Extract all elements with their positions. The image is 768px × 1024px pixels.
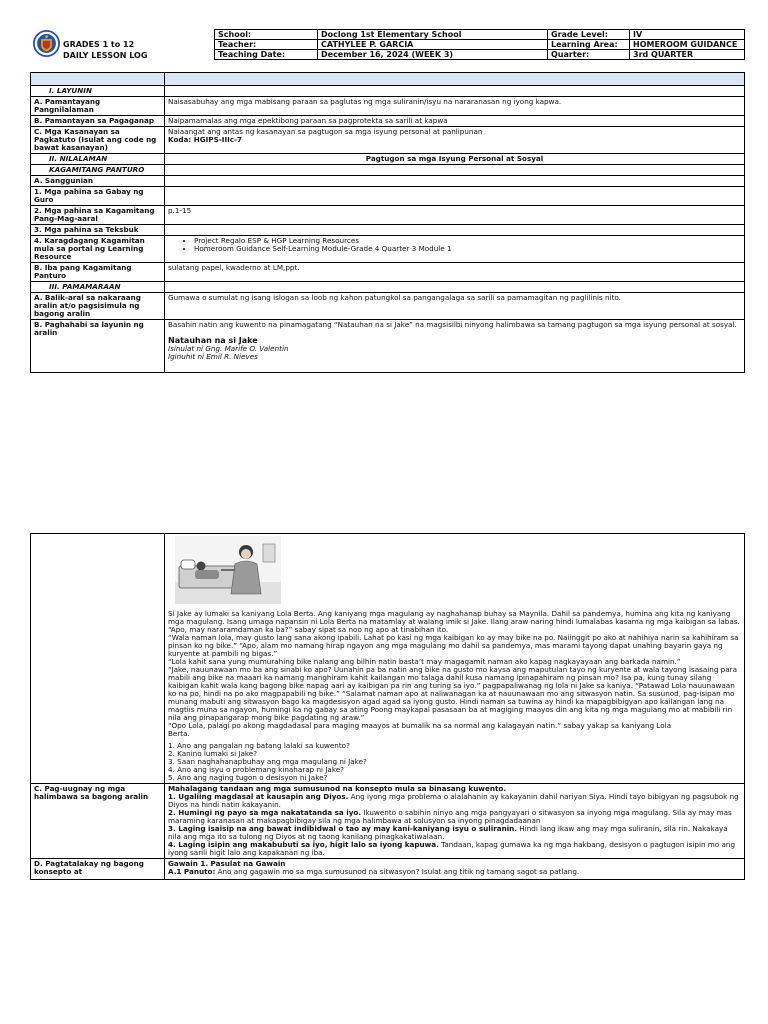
list-item: • Project Regalo ESP & HGP Learning Resources bbox=[194, 237, 741, 245]
story-paragraph: Berta. bbox=[168, 729, 190, 738]
activity-title: Gawain 1. Pasulat na Gawain bbox=[168, 859, 286, 868]
table-row bbox=[31, 282, 745, 293]
concept-text: Ang iyong mga problema o alalahanin ay kakayanin dahil nariyan Siya. Hindi tayo bibigyan ng pagsubok ng Diyos na hindi natin kakayanin. bbox=[168, 792, 739, 809]
row-label: A. Sanggunian bbox=[31, 176, 165, 187]
lesson-table-1 bbox=[30, 72, 745, 373]
layunin-heading: I. LAYUNIN bbox=[31, 86, 165, 97]
table-row bbox=[31, 859, 745, 880]
list-item: 3. Saan naghahanapbuhay ang mga magulang ni Jake? bbox=[168, 757, 367, 766]
table-row bbox=[31, 320, 745, 373]
concept-text: Ikuwento o sabihin ninyo ang mga pangyayari o sitwasyon sa inyong mga magulang. Sila ay may mas maraming karanasan at makapagbibigay sila ng mga halimbawa at solusyon sa inyong pinagdadaanan bbox=[168, 808, 732, 825]
story-paragraphs bbox=[168, 610, 741, 738]
row-label: C. Mga Kasanayan sa Pagkatuto (Isulat ang code ng bawat kasanayan) bbox=[31, 127, 165, 154]
table-row bbox=[31, 154, 745, 165]
instruction-label: A.1 Panuto: bbox=[168, 867, 216, 876]
concept-heading: 4. Laging isipin ang makabubuti sa iyo, higit lalo sa iyong kapuwa. bbox=[168, 840, 439, 849]
row-label: B. Paghahabi sa layunin ng aralin bbox=[31, 320, 165, 373]
resource-list bbox=[168, 237, 741, 253]
row-label: 4. Karagdagang Kagamitan mula sa portal ng Learning Resource bbox=[31, 236, 165, 263]
row-label: 1. Mga pahina sa Gabay ng Guro bbox=[31, 187, 165, 206]
row-value bbox=[165, 236, 745, 263]
table-row bbox=[31, 127, 745, 154]
concept-heading: 1. Ugaliing magdasal at kausapin ang Diyos. bbox=[168, 792, 349, 801]
table-row bbox=[31, 263, 745, 282]
deped-seal-icon bbox=[33, 30, 60, 57]
title-line-2: DAILY LESSON LOG bbox=[63, 51, 148, 60]
table-header-bar bbox=[31, 73, 745, 86]
story-paragraph: “Jake, nauunawaan mo ba ang sinabi ko apo? Uunahin pa ba natin ang bike na gusto mo kaysa ang maputulan tayo ng kuryente at wala tayong isasaing para mabili ang bike na maaari ka namang manghiram kahit kailangan mo talaga dahil kusa namang ipinapahiram ng pinsan mo? Isa pa, kung tunay silang kaibigan kahit wala kang bagong bike napag aari ay kaibigan pa rin ang turing sa iyo.” pagpapaliwanag ng lola ni Jake sa kaniya. “Patawad Lola nauunawaan ko na po, hindi na po ako magpapabili ng bike.” “Salamat naman apo at naliwanagan ka at nauunawaan mo ang sitwasyon natin. Sa susunod, pag-isipan mo munang mabuti ang sitwasyon bago ka magdesisyon agad agad sa iyong gusto. Hindi naman sa tuwina ay hindi ka mapagbibigyan apo kailangan lang na magtiis muna sa ngayon, humingi ka ng gabay sa ating Poong maykapal pasasaan ba at magiging maayos din ang kita ng mga magulang mo at mabibili rin nila ang pinapangarap mong bike pagdating ng araw.” bbox=[168, 665, 737, 722]
info-table bbox=[214, 29, 745, 60]
list-item bbox=[168, 825, 741, 841]
row-label: 2. Mga pahina sa Kagamitang Pang-Mag-aaral bbox=[31, 206, 165, 225]
school-value: Doclong 1st Elementary School bbox=[318, 30, 548, 40]
list-item bbox=[168, 809, 741, 825]
table-row bbox=[31, 293, 745, 320]
list-item: • Homeroom Guidance Self-Learning Module-Grade 4 Quarter 3 Module 1 bbox=[194, 245, 741, 253]
area-value: HOMEROOM GUIDANCE bbox=[630, 40, 745, 50]
competency-code: Koda: HGIPS-IIIc-7 bbox=[168, 135, 243, 144]
kagamitan-heading: KAGAMITANG PANTURO bbox=[31, 165, 165, 176]
concept-heading: 3. Laging isaisip na ang bawat indibidwal o tao ay may kani-kaniyang isyu o suliranin. bbox=[168, 824, 518, 833]
nilalaman-value: Pagtugon sa mga Isyung Personal at Sosyal bbox=[165, 154, 745, 165]
story-illustration bbox=[175, 536, 281, 604]
date-label: Teaching Date: bbox=[215, 50, 318, 60]
concept-heading: 2. Humingi ng payo sa mga nakatatanda sa iyo. bbox=[168, 808, 362, 817]
list-item bbox=[168, 841, 741, 857]
story-paragraph: “Opo Lola, palagi po akong magdadasal para maging maayos at bumalik na sa normal ang kalagayan natin.” sabay yakap sa kaniyang Lola bbox=[168, 721, 672, 730]
row-value: p.1-15 bbox=[165, 206, 745, 225]
activity-instruction bbox=[168, 868, 741, 876]
grade-value: IV bbox=[630, 30, 745, 40]
teacher-value: CATHYLEE P. GARCIA bbox=[318, 40, 548, 50]
row-label: B. Iba pang Kagamitang Panturo bbox=[31, 263, 165, 282]
table-row bbox=[31, 97, 745, 116]
row-label: A. Balik-aral sa nakaraang aralin at/o pagsisimula ng bagong aralin bbox=[31, 293, 165, 320]
table-row bbox=[31, 225, 745, 236]
list-item: 1. Ano ang pangalan ng batang lalaki sa kuwento? bbox=[168, 741, 350, 750]
table-row bbox=[31, 165, 745, 176]
story-title: Natauhan na si Jake bbox=[168, 336, 258, 345]
list-item: 2. Kanino lumaki si Jake? bbox=[168, 749, 258, 758]
question-list bbox=[168, 742, 741, 782]
competency-text: Naiaangat ang antas ng kasanayan sa pagtugon sa mga isyung personal at panlipunan bbox=[168, 127, 483, 136]
row-label: B. Pamantayan sa Pagaganap bbox=[31, 116, 165, 127]
list-item: 4. Ano ang isyu o problemang kinaharap ni Jake? bbox=[168, 765, 344, 774]
row-value: Gumawa o sumulat ng isang islogan sa loob ng kahon patungkol sa pangangalaga sa sarili sa pamamagitan ng paglilinis nito. bbox=[165, 293, 745, 320]
document-title bbox=[63, 39, 147, 61]
table-row bbox=[31, 534, 745, 784]
instruction-text: Ano ang gagawin mo sa mga sumusunod na sitwasyon? Isulat ang titik ng tamang sagot sa patlang. bbox=[215, 867, 580, 876]
concept-text: Tandaan, kapag gumawa ka ng mga hakbang, desisyon o pagtugon isipin mo ang iyong sarili higit lalo ang kapakanan ng iba. bbox=[168, 840, 736, 857]
story-body bbox=[165, 534, 745, 784]
table-row bbox=[31, 236, 745, 263]
concept-text: Hindi lang ikaw ang may mga suliranin, sila rin. Nakakaya nila ang mga ito sa tulong ng Diyos at ng taong kanilang pinagkakatiwalaan. bbox=[168, 824, 728, 841]
row-value bbox=[165, 320, 745, 373]
row-label: C. Pag-uugnay ng mga halimbawa sa bagong aralin bbox=[31, 784, 165, 859]
story-paragraph: “Apo, may nararamdaman ka ba?” sabay sipat sa noo ng apo at tinabihan ito. bbox=[168, 625, 449, 634]
story-paragraph: Si Jake ay lumaki sa kaniyang Lola Berta. Ang kaniyang mga magulang ay naghahanap buhay sa Maynila. Dahil sa pandemya, humina ang kita ng kaniyang mga magulang. Isang umaga napansin ni Lola Berta na matamlay at walang imik si Jake. Ilang araw naring hindi lumalabas kasama ng mga kaibigan sa labas. bbox=[168, 609, 740, 626]
grade-label: Grade Level: bbox=[548, 30, 630, 40]
story-intro: Basahin natin ang kuwento na pinamagatang “Natauhan na si Jake” na magsisilbi ninyong halimbawa sa tamang pagtugon sa mga isyung personal at sosyal. bbox=[168, 320, 737, 329]
date-value: December 16, 2024 (WEEK 3) bbox=[318, 50, 548, 60]
row-value bbox=[165, 784, 745, 859]
story-illustrator: Iginuhit ni Emil R. Nieves bbox=[168, 352, 258, 361]
story-paragraph: “Wala naman lola, may gusto lang sana akong ipabili. Lahat po kasi ng mga kaibigan ko ay may bike na po. Naiinggit po ako at nahihiya narin sa kahihiram sa pinsan ko ng bike.” “Apo, alam mo namang hirap ngayon ang mga magulang mo dahil sa pandemya, mas marami tayong dapat unahing bayarin gaya ng kuryente at pambili ng bigas.” bbox=[168, 633, 739, 658]
row-value: Naisasabuhay ang mga mabisang paraan sa paglutas ng mga suliranin/isyu na nararanasan ng iyong kapwa. bbox=[165, 97, 745, 116]
teacher-label: Teacher: bbox=[215, 40, 318, 50]
row-label: 3. Mga pahina sa Teksbuk bbox=[31, 225, 165, 236]
table-row bbox=[31, 784, 745, 859]
pamamaraan-heading: III. PAMAMARAAN bbox=[31, 282, 165, 293]
quarter-label: Quarter: bbox=[548, 50, 630, 60]
title-line-1: GRADES 1 to 12 bbox=[63, 40, 135, 49]
table-row bbox=[31, 206, 745, 225]
table-row bbox=[31, 187, 745, 206]
table-row bbox=[31, 86, 745, 97]
row-value: Naipamamalas ang mga epektibong paraan sa pagprotekta sa sarili at kapwa bbox=[165, 116, 745, 127]
table-row bbox=[31, 116, 745, 127]
row-value bbox=[165, 127, 745, 154]
list-item: 5. Ano ang naging tugon o desisyon ni Jake? bbox=[168, 773, 328, 782]
nilalaman-heading: II. NILALAMAN bbox=[31, 154, 165, 165]
concepts-intro: Mahalagang tandaan ang mga sumusunod na konsepto mula sa binasang kuwento. bbox=[168, 784, 507, 793]
school-label: School: bbox=[215, 30, 318, 40]
row-label: A. Pamantayang Pangnilalaman bbox=[31, 97, 165, 116]
quarter-value: 3rd QUARTER bbox=[630, 50, 745, 60]
row-value bbox=[165, 859, 745, 880]
table-row bbox=[31, 176, 745, 187]
row-value: sulatang papel, kwaderno at LM,ppt. bbox=[165, 263, 745, 282]
list-item bbox=[168, 793, 741, 809]
document-header bbox=[30, 29, 745, 61]
story-author: Isinulat ni Gng. Marife O. Valentin bbox=[168, 344, 289, 353]
story-paragraph: “Lola kahit sana yung mumurahing bike nalang ang bilhin natin basta’t may magagamit naman ako kapag nagkayayaan ang barkada namin.” bbox=[168, 657, 681, 666]
area-label: Learning Area: bbox=[548, 40, 630, 50]
lesson-table-2 bbox=[30, 533, 745, 880]
row-label: D. Pagtatalakay ng bagong konsepto at bbox=[31, 859, 165, 880]
